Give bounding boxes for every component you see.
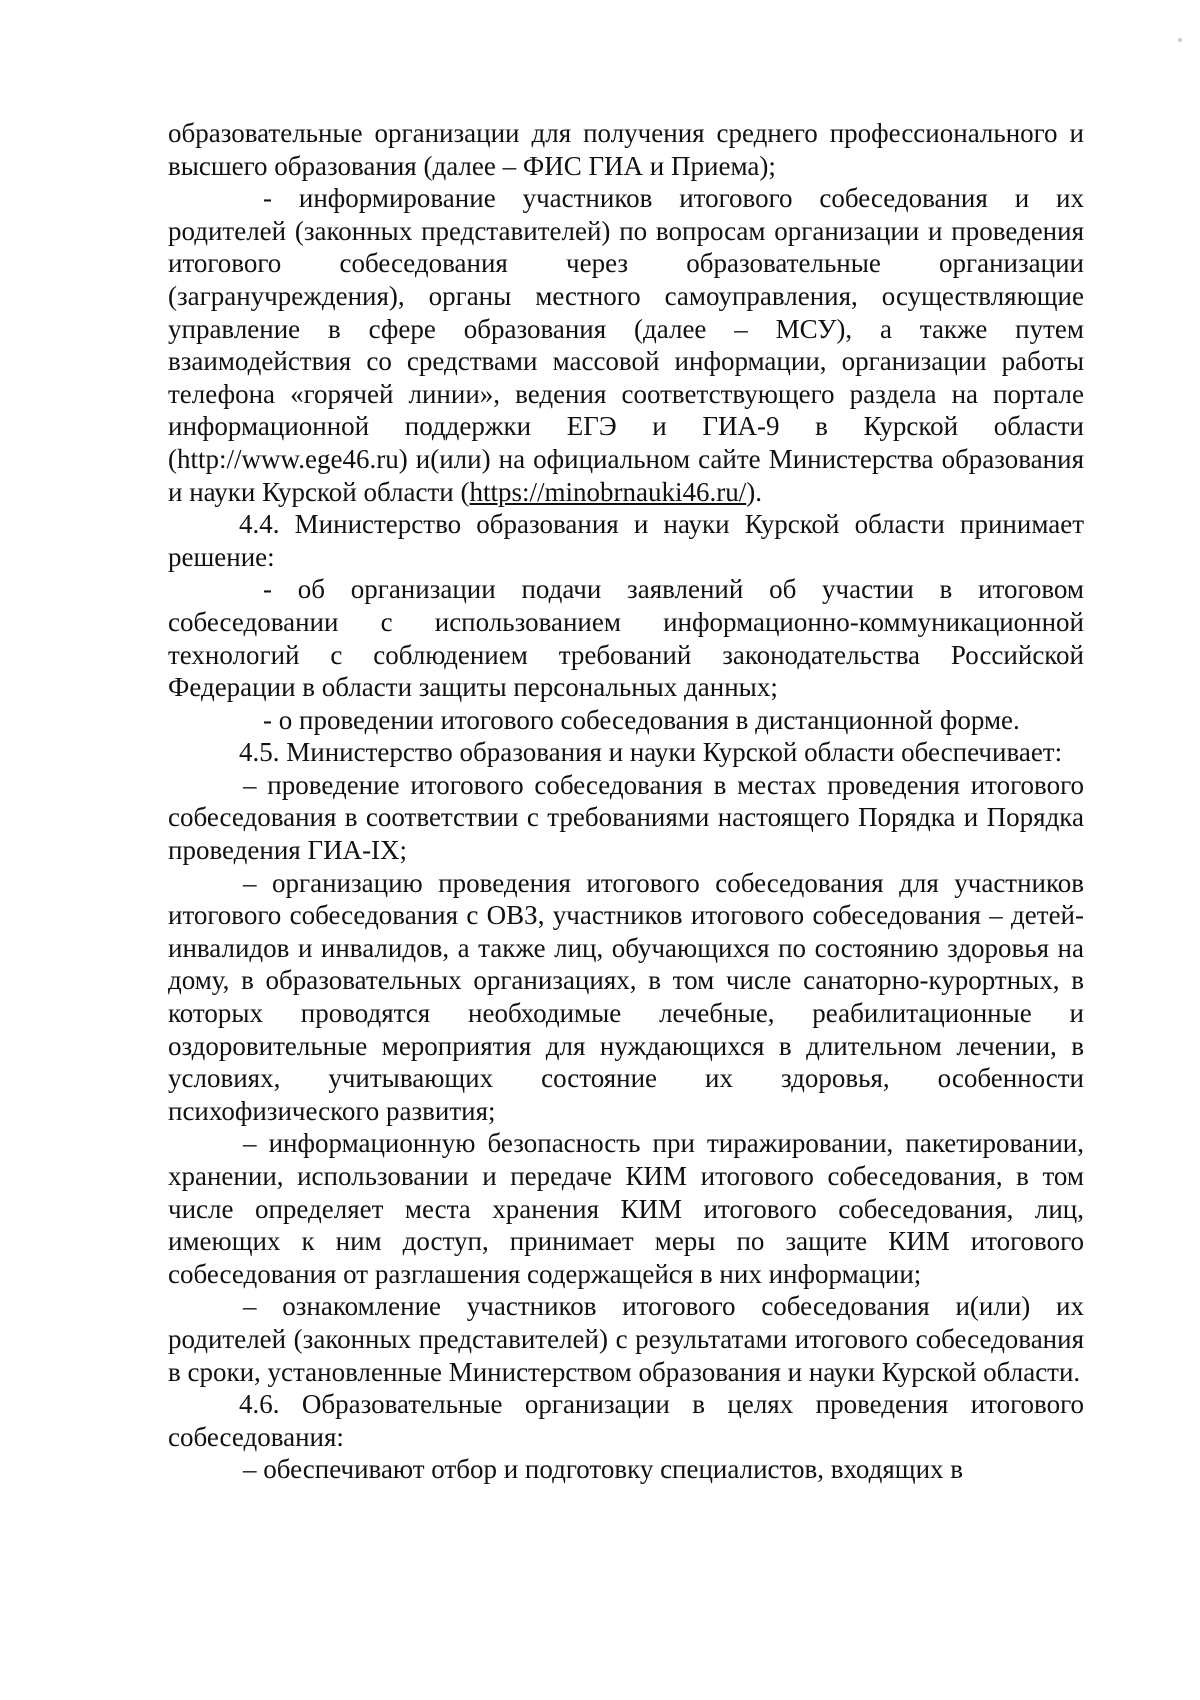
- paragraph-applications: - об организации подачи заявлений об участии в итоговом собеседовании с использованием информационно-коммуникационной технологий с соблюдением требований законодательства Российской Федерации в области защиты персональных данных;: [168, 574, 1084, 703]
- paragraph-4-4: 4.4. Министерство образования и науки Курской области принимает решение:: [168, 509, 1084, 572]
- document-body: [168, 117, 1084, 1486]
- paragraph-specialists: – обеспечивают отбор и подготовку специалистов, входящих в: [243, 1454, 964, 1485]
- paragraph-informing-text: - информирование участников итогового собеседования и их родителей (законных представителей) по вопросам организации и проведения итогового собеседования через образовательные организации (загранучреждения), органы местного самоуправления, осуществляющие управление в сфере образования (далее – МСУ), а также путем взаимодействия со средствами массовой информации, организации работы телефона «горячей линии», ведения соответствующего раздела на портале информационной поддержки ЕГЭ и ГИА-9 в Курской области (http://www.ege46.ru) и(или) на официальном сайте Министерства образования и науки Курской области (: [168, 183, 1084, 507]
- paragraph-informing: [168, 182, 1084, 508]
- paragraph-fis-gia: образовательные организации для получения среднего профессионального и высшего образования (далее – ФИС ГИА и Приема);: [168, 118, 1084, 181]
- paragraph-4-5: 4.5. Министерство образования и науки Курской области обеспечивает:: [239, 737, 1063, 768]
- ministry-website-link[interactable]: https://minobrnauki46.ru/: [469, 476, 747, 507]
- paragraph-results: – ознакомление участников итогового собеседования и(или) их родителей (законных представителей) с результатами итогового собеседования в сроки, установленные Министерством образования и науки Курской области.: [168, 1291, 1084, 1387]
- scan-dot: [1178, 38, 1182, 42]
- paragraph-security: – информационную безопасность при тиражировании, пакетировании, хранении, использовании и передаче КИМ итогового собеседования, в том числе определяет места хранения КИМ итогового собеседования, лиц, имеющих к ним доступ, принимает меры по защите КИМ итогового собеседования от разглашения содержащейся в них информации;: [168, 1128, 1084, 1289]
- paragraph-ovz: – организацию проведения итогового собеседования для участников итогового собеседования с ОВЗ, участников итогового собеседования – детей-инвалидов и инвалидов, а также лиц, обучающихся по состоянию здоровья на дому, в образовательных организациях, в том числе санаторно-курортных, в которых проводятся необходимые лечебные, реабилитационные и оздоровительные мероприятия для нуждающихся в длительном лечении, в условиях, учитывающих состояние их здоровья, особенности психофизического развития;: [168, 867, 1084, 1126]
- paragraph-4-6: 4.6. Образовательные организации в целях проведения итогового собеседования:: [168, 1389, 1084, 1452]
- paragraph-remote-form: - о проведении итогового собеседования в дистанционной форме.: [263, 704, 1020, 735]
- paragraph-conducting: – проведение итогового собеседования в местах проведения итогового собеседования в соответствии с требованиями настоящего Порядка и Порядка проведения ГИА-IX;: [168, 769, 1084, 866]
- paragraph-informing-end: ).: [746, 476, 762, 507]
